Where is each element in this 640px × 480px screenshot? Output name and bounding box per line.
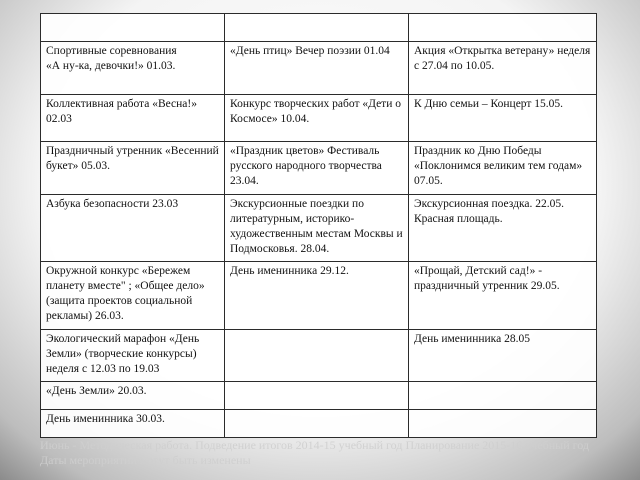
table-cell: «Прощай, Детский сад!» - праздничный утренник 29.05.: [409, 262, 597, 330]
table-cell: Азбука безопасности 23.03: [41, 195, 225, 262]
table-cell: [41, 14, 225, 42]
table-cell: Конкурс творческих работ «Дети о Космосе» 10.04.: [225, 95, 409, 142]
table-cell: Экскурсионные поездки по литературным, историко-художественным местам Москвы и Подмосковья. 28.04.: [225, 195, 409, 262]
table-row: [41, 262, 597, 330]
table-cell: День именинника 29.12.: [225, 262, 409, 330]
table-cell: «Праздник цветов» Фестиваль русского народного творчества 23.04.: [225, 142, 409, 195]
table-cell: [225, 330, 409, 382]
table-cell: Спортивные соревнования «А ну-ка, девочки!» 01.03.: [41, 42, 225, 95]
footer-line-june: Июнь - Методическая работа. Подведение итогов 2014-15 учебный год Планирование 2015-16 учебный год: [40, 438, 590, 452]
table-cell: Коллективная работа «Весна!» 02.03: [41, 95, 225, 142]
table-cell: [225, 14, 409, 42]
footer-note: [40, 438, 630, 468]
table-cell: Акция «Открытка ветерану» неделя с 27.04 по 10.05.: [409, 42, 597, 95]
table-cell: [409, 14, 597, 42]
table-cell: День именинника 30.03.: [41, 410, 225, 438]
table-row: [41, 195, 597, 262]
table-cell: Праздничный утренник «Весенний букет» 05.03.: [41, 142, 225, 195]
table-row: [41, 42, 597, 95]
plan-sheet: [40, 13, 596, 425]
table-row: [41, 330, 597, 382]
table-cell: [225, 410, 409, 438]
table-cell: «День птиц» Вечер поэзии 01.04: [225, 42, 409, 95]
table-cell: «День Земли» 20.03.: [41, 382, 225, 410]
table-cell: Экологический марафон «День Земли» (творческие конкурсы) неделя с 12.03 по 19.03: [41, 330, 225, 382]
table-cell: [409, 382, 597, 410]
table-cell: Окружной конкурс «Бережем планету вместе" ; «Общее дело» (защита проектов социальной рекламы) 26.03.: [41, 262, 225, 330]
table-cell: Экскурсионная поездка. 22.05. Красная площадь.: [409, 195, 597, 262]
table-cell: День именинника 28.05: [409, 330, 597, 382]
table-cell: Праздник ко Дню Победы «Поклонимся великим тем годам» 07.05.: [409, 142, 597, 195]
footer-line-dates-note: Даты мероприятий могут быть изменены: [40, 453, 251, 467]
table-row: [41, 410, 597, 438]
table-row: [41, 142, 597, 195]
table-row: [41, 382, 597, 410]
events-table: [40, 13, 597, 438]
table-cell: [409, 410, 597, 438]
table-cell: [225, 382, 409, 410]
table-row: [41, 14, 597, 42]
table-cell: К Дню семьи – Концерт 15.05.: [409, 95, 597, 142]
table-row: [41, 95, 597, 142]
